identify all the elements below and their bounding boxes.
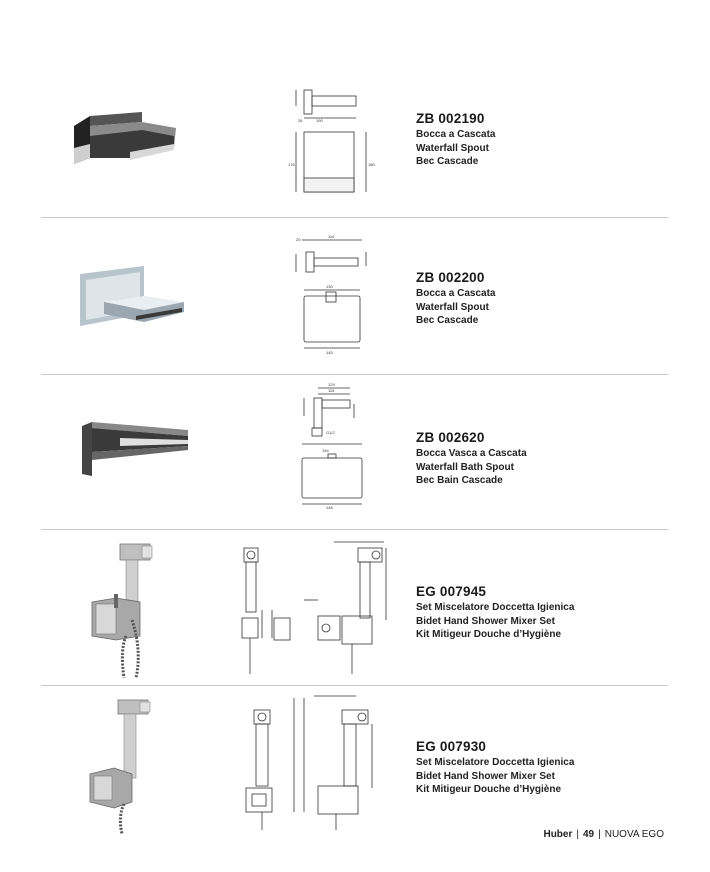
product-name-fr: Kit Mitigeur Douche d’Hygiène — [416, 784, 562, 795]
product-name-fr: Bec Cascade — [416, 315, 479, 326]
product-name-en: Waterfall Bath Spout — [416, 461, 514, 473]
footer-page-number: 49 — [582, 829, 595, 840]
svg-text:146: 146 — [326, 505, 333, 510]
product-name-en: Waterfall Spout — [416, 142, 489, 154]
product-info — [416, 111, 666, 169]
product-name-it: Set Miscelatore Doccetta Igienica — [416, 757, 575, 768]
divider — [41, 685, 668, 686]
product-code: ZB 002620 — [416, 430, 485, 445]
technical-drawing-zb002620 — [282, 382, 382, 517]
divider — [41, 217, 668, 218]
svg-text:154: 154 — [322, 448, 329, 453]
footer-collection: NUOVA EGO — [604, 829, 664, 840]
product-photo-waterfall-spout-1 — [70, 108, 180, 175]
svg-text:130: 130 — [326, 284, 333, 289]
product-info — [416, 739, 666, 797]
product-photo-bidet-mixer-set-2 — [84, 696, 156, 841]
product-name-it: Bocca a Cascata — [416, 288, 496, 299]
footer-brand: Huber — [543, 829, 573, 840]
product-photo-waterfall-spout-2 — [76, 262, 186, 339]
svg-text:20: 20 — [296, 237, 301, 242]
product-name-fr: Kit Mitigeur Douche d’Hygiène — [416, 629, 562, 640]
divider — [41, 529, 668, 530]
divider — [41, 374, 668, 375]
product-name-fr: Bec Cascade — [416, 156, 479, 167]
product-code: EG 007930 — [416, 739, 487, 754]
technical-drawing-zb002190 — [280, 82, 380, 207]
product-code: ZB 002200 — [416, 270, 485, 285]
product-code: ZB 002190 — [416, 111, 485, 126]
product-name-en: Waterfall Spout — [416, 301, 489, 313]
svg-text:145: 145 — [326, 350, 333, 355]
product-name-it: Bocca a Cascata — [416, 129, 496, 140]
product-name-fr: Bec Bain Cascade — [416, 475, 503, 486]
product-name-it: Set Miscelatore Doccetta Igienica — [416, 602, 575, 613]
product-code: EG 007945 — [416, 584, 487, 599]
technical-drawing-eg007930 — [236, 692, 396, 837]
product-info — [416, 270, 666, 328]
svg-text:180: 180 — [368, 162, 375, 167]
product-name-en: Bidet Hand Shower Mixer Set — [416, 615, 555, 627]
product-info — [416, 430, 666, 488]
product-photo-waterfall-bath-spout — [80, 420, 190, 485]
product-photo-bidet-mixer-set-1 — [86, 540, 158, 685]
svg-text:129: 129 — [328, 382, 335, 387]
svg-text:110: 110 — [328, 234, 335, 239]
svg-text:G1/2: G1/2 — [326, 430, 335, 435]
technical-drawing-eg007945 — [234, 540, 394, 681]
technical-drawing-zb002200 — [282, 232, 382, 361]
svg-text:26: 26 — [298, 118, 303, 123]
svg-text:115: 115 — [328, 388, 335, 393]
product-name-it: Bocca Vasca a Cascata — [416, 448, 527, 459]
page-footer: Huber | 49 | NUOVA EGO — [543, 829, 664, 840]
svg-text:190: 190 — [316, 118, 323, 123]
product-info — [416, 584, 666, 642]
svg-text:176: 176 — [288, 162, 295, 167]
product-name-en: Bidet Hand Shower Mixer Set — [416, 770, 555, 782]
